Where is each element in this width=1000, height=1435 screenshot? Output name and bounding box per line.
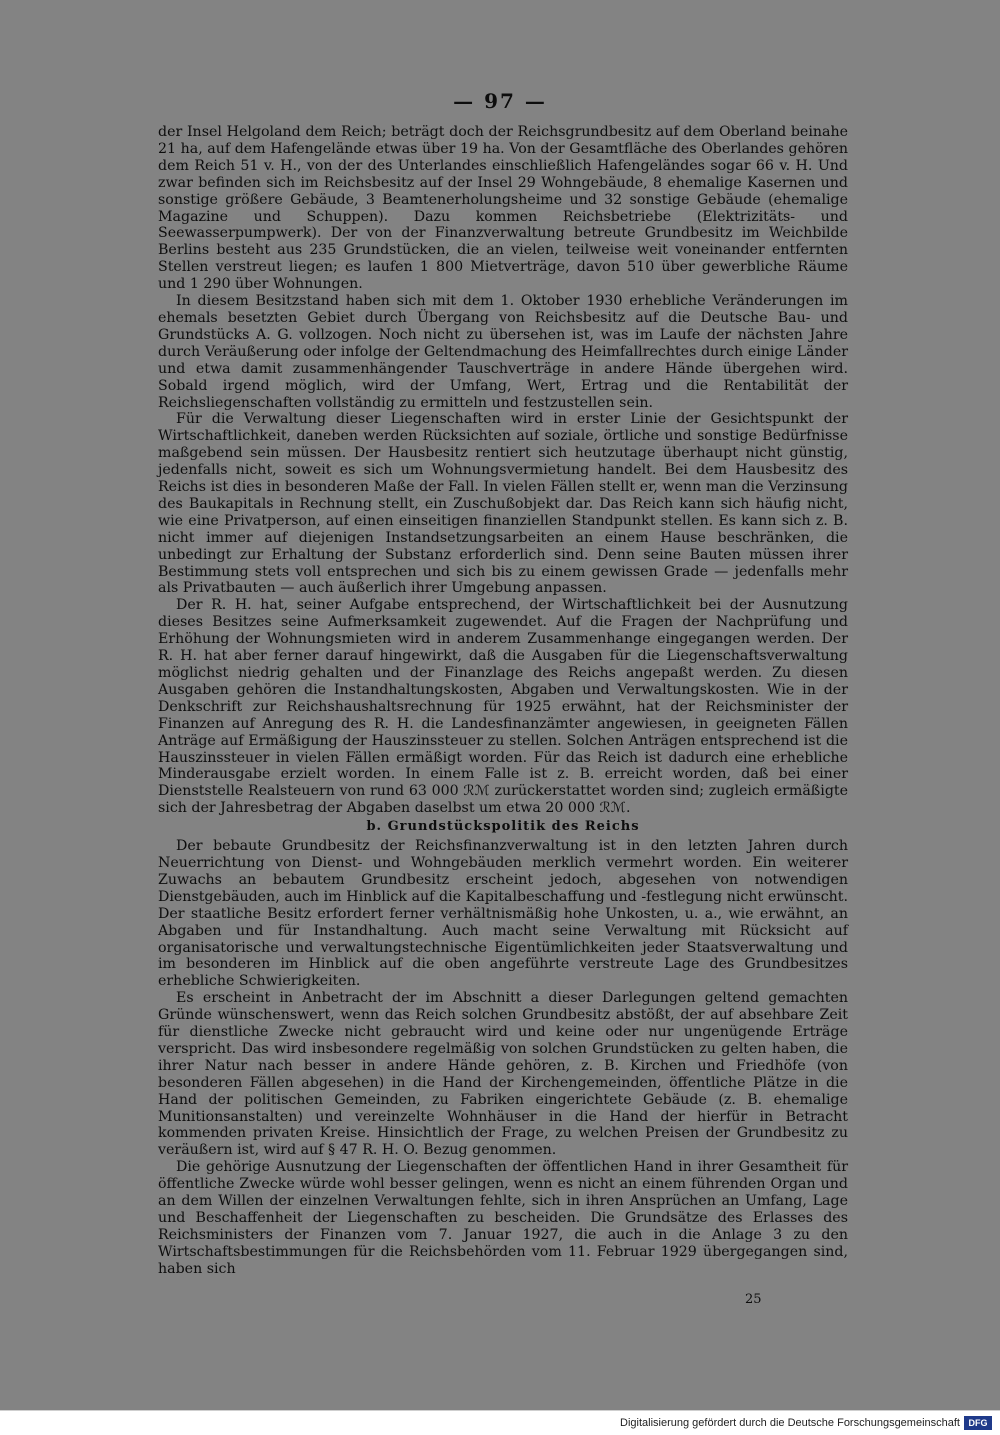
dfg-logo: DFG xyxy=(964,1416,992,1430)
funding-credit: Digitalisierung gefördert durch die Deutsche Forschungsgemeinschaft xyxy=(620,1417,960,1429)
page-number: — 97 — xyxy=(453,89,547,113)
paragraph: Der R. H. hat, seiner Aufgabe entsprechend, der Wirtschaftlichkeit bei der Ausnutzung dieses Besitzes seine Aufmerksamkeit zugewendet. Auf die Fragen der Nachprüfung und Erhöhung der Wohnungsmieten wird in anderem Zusammenhange eingegangen werden. Der R. H. hat aber ferner darauf hingewirkt, daß die Ausgaben für die Liegenschaftsverwaltung möglichst niedrig gehalten und der Finanzlage des Reichs angepaßt werden. Zu diesen Ausgaben gehören die Instandhaltungskosten, Abgaben und Verwaltungskosten. Wie in der Denkschrift zur Reichshaushaltsrechnung für 1925 erwähnt, hat der Reichsminister der Finanzen auf Anregung des R. H. die Landesfinanzämter angewiesen, in geeigneten Fällen Anträge auf Ermäßigung der Hauszinssteuer zu stellen. Solchen Anträgen entsprechend ist die Hauszinssteuer in vielen Fällen ermäßigt worden. Für das Reich ist dadurch eine erhebliche Minderausgabe erzielt worden. In einem Falle ist z. B. erreicht worden, daß bei einer Dienststelle Realsteuern von rund 63 000 ℛℳ zurückerstattet worden sind; zugleich ermäßigte sich der Jahresbetrag der Abgaben daselbst um etwa 20 000 ℛℳ. xyxy=(158,597,848,817)
section-heading: b. Grundstückspolitik des Reichs xyxy=(366,819,640,835)
paragraph: Es erscheint in Anbetracht der im Abschnitt a dieser Darlegungen geltend gemachten Gründe wünschenswert, wenn das Reich solchen Grundbesitz abstößt, der auf absehbare Zeit für dienstliche Zwecke nicht gebraucht wird und keine oder nur ungenügende Erträge verspricht. Das wird insbesondere regelmäßig von solchen Grundstücken zu gelten haben, die ihrer Natur nach besser in andere Hände gehören, z. B. Kirchen und Friedhöfe (von besonderen Fällen abgesehen) in die Hand der Kirchengemeinden, öffentliche Plätze in die Hand der politischen Gemeinden, zu Fabriken eingerichtete Gebäude (z. B. ehemalige Munitionsanstalten) und vereinzelte Wohnhäuser in die Hand der hierfür in Betracht kommenden privaten Kreise. Hinsichtlich der Frage, zu welchen Preisen der Grundbesitz zu veräußern ist, wird auf § 47 R. H. O. Bezug genommen. xyxy=(158,990,848,1159)
paragraph: Der bebaute Grundbesitz der Reichsfinanzverwaltung ist in den letzten Jahren durch Neuerrichtung von Dienst- und Wohngebäuden merklich vermehrt worden. Ein weiterer Zuwachs an bebautem Grundbesitz erscheint jedoch, abgesehen von notwendigen Dienstgebäuden, auch im Hinblick auf die Kapitalbeschaffung und -festlegung nicht erwünscht. Der staatliche Besitz erfordert ferner verhältnismäßig hohe Unkosten, u. a., wie erwähnt, an Abgaben und für Instandhaltung. Auch macht seine Verwaltung mit Rücksicht auf organisatorische und verwaltungstechnische Eigentümlichkeiten jeder Staatsverwaltung und im besonderen im Hinblick auf die oben angeführte verstreute Lage des Grundbesitzes erhebliche Schwierigkeiten. xyxy=(158,838,848,990)
paragraph: der Insel Helgoland dem Reich; beträgt doch der Reichsgrundbesitz auf dem Oberland beinahe 21 ha, auf dem Hafengelände etwas über 19 ha. Von der Gesamtfläche des Oberlandes gehören dem Reich 51 v. H., von der des Unterlandes einschließlich Hafengeländes sogar 66 v. H. Und zwar befinden sich im Reichsbesitz auf der Insel 29 Wohngebäude, 8 ehemalige Kasernen und sonstige größere Gebäude, 3 Beamtenerholungsheime und 32 sonstige Gebäude (ehemalige Magazine und Schuppen). Dazu kommen Reichsbetriebe (Elektrizitäts- und Seewasserpumpwerk). Der von der Finanzverwaltung betreute Grundbesitz im Weichbilde Berlins besteht aus 235 Grundstücken, die an vielen, teilweise weit voneinander entfernten Stellen verstreut liegen; es laufen 1 800 Mietverträge, davon 510 über gewerbliche Räume und 1 290 über Wohnungen. xyxy=(158,124,848,293)
footer-bar xyxy=(0,1410,1000,1435)
paragraph: In diesem Besitzstand haben sich mit dem 1. Oktober 1930 erhebliche Veränderungen im ehemals besetzten Gebiet durch Übergang von Reichsbesitz auf die Deutsche Bau- und Grundstücks A. G. vollzogen. Noch nicht zu übersehen ist, was im Laufe der nächsten Jahre durch Veräußerung oder infolge der Geltendmachung des Heimfallrechtes durch einige Länder und etwa damit zusammenhängender Tauschverträge in andere Hände übergehen wird. Sobald irgend möglich, wird der Umfang, Wert, Ertrag und die Rentabilität der Reichsliegenschaften vollständig zu ermitteln und festzustellen sein. xyxy=(158,293,848,411)
sheet-number: 25 xyxy=(745,1292,762,1307)
paragraph: Für die Verwaltung dieser Liegenschaften wird in erster Linie der Gesichtspunkt der Wirtschaftlichkeit, daneben werden Rücksichten auf soziale, örtliche und sonstige Bedürfnisse maßgebend sein müssen. Der Hausbesitz rentiert sich heutzutage überhaupt nicht günstig, jedenfalls nicht, soweit es sich um Wohnungsvermietung handelt. Bei dem Hausbesitz des Reichs ist dies in besonderen Maße der Fall. In vielen Fällen stellt er, wenn man die Verzinsung des Baukapitals in Rechnung stellt, ein Zuschußobjekt dar. Das Reich kann sich häufig nicht, wie eine Privatperson, auf einen einseitigen finanziellen Standpunkt stellen. Es kann sich z. B. nicht immer auf diejenigen Instandsetzungsarbeiten an einem Hause beschränken, die unbedingt zur Erhaltung der Substanz erforderlich sind. Denn seine Bauten müssen ihrer Bestimmung stets voll entsprechen und sich bis zu einem gewissen Grade — jedenfalls mehr als Privatbauten — auch äußerlich ihrer Umgebung anpassen. xyxy=(158,411,848,597)
body-text xyxy=(158,124,848,1278)
paragraph: Die gehörige Ausnutzung der Liegenschaften der öffentlichen Hand in ihrer Gesamtheit für öffentliche Zwecke würde wohl besser gelingen, wenn es nicht an einem führenden Organ und an dem Willen der einzelnen Verwaltungen fehlte, sich in ihren Ansprüchen an Umfang, Lage und Beschaffenheit der Liegenschaften zu bescheiden. Die Grundsätze des Erlasses des Reichsministers der Finanzen vom 7. Januar 1927, die auch in die Anlage 3 zu den Wirtschaftsbestimmungen für die Reichsbehörden vom 11. Februar 1929 übergegangen sind, haben sich xyxy=(158,1159,848,1277)
